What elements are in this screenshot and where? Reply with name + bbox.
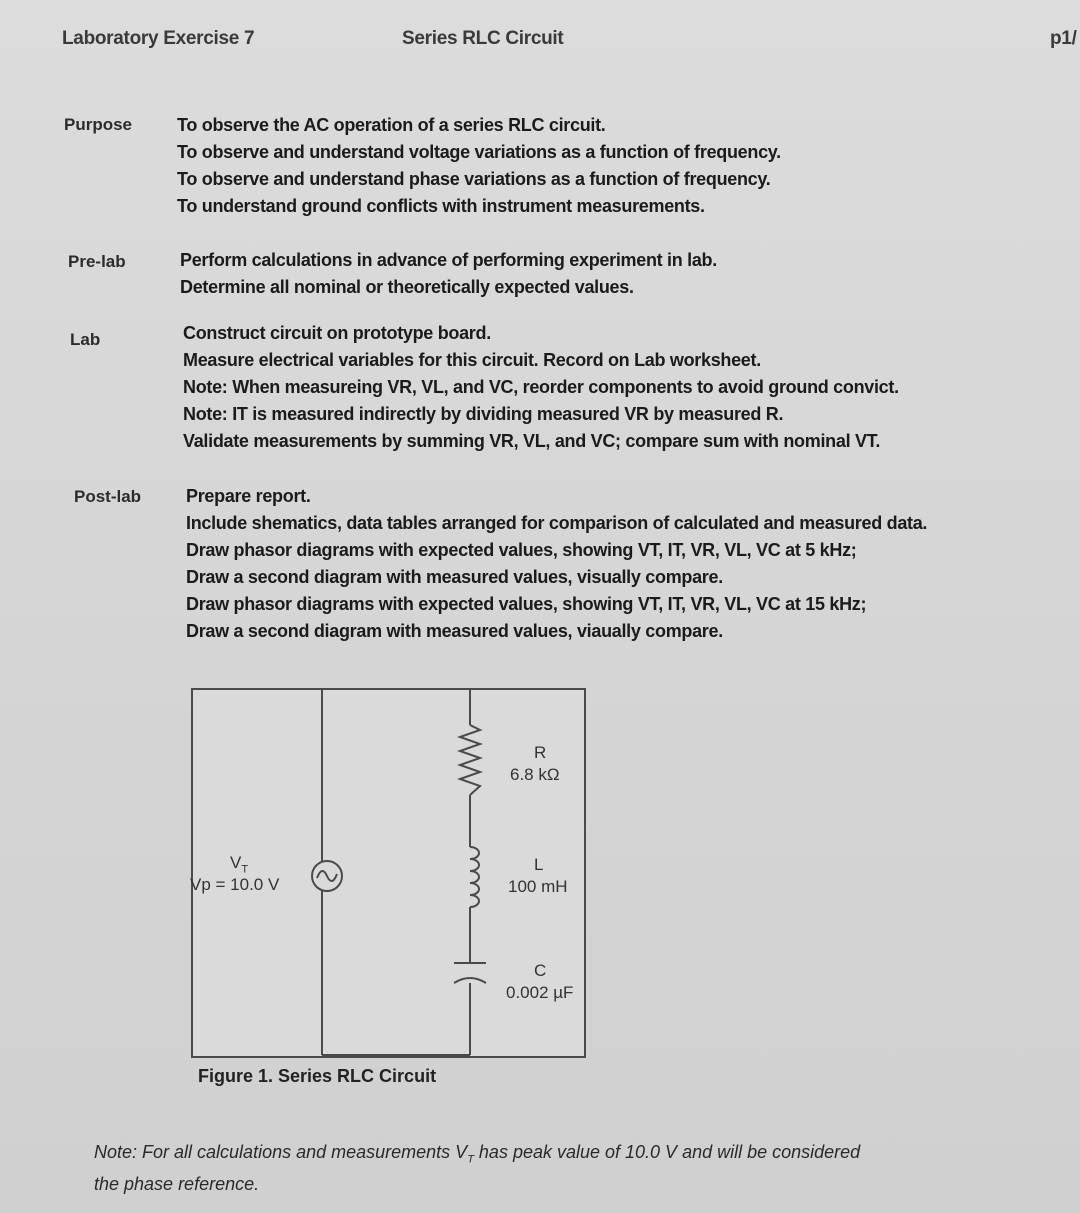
prelab-lines	[180, 247, 717, 301]
postlab-lines	[186, 483, 927, 645]
postlab-line: Prepare report.	[186, 486, 311, 506]
postlab-line: Draw a second diagram with measured values, viaually compare.	[186, 621, 723, 641]
resistor-value: 6.8 kΩ	[510, 765, 560, 784]
note-text-b: has peak value of 10.0 V and will be considered	[473, 1142, 861, 1162]
lab-label: Lab	[70, 330, 101, 349]
note-text-a: Note: For all calculations and measurements V	[94, 1142, 468, 1162]
postlab-line: Draw phasor diagrams with expected values, showing VT, IT, VR, VL, VC at 15 kHz;	[186, 594, 867, 614]
prelab-label: Pre-lab	[68, 252, 126, 271]
capacitor-value: 0.002 µF	[506, 983, 574, 1002]
note-line-2: the phase reference.	[94, 1173, 260, 1194]
purpose-line: To understand ground conflicts with instrument measurements.	[177, 196, 705, 216]
note-line-1	[94, 1140, 994, 1172]
prelab-line: Determine all nominal or theoretically expected values.	[180, 277, 634, 297]
lab-line: Measure electrical variables for this circuit. Record on Lab worksheet.	[183, 350, 761, 370]
inductor-name: L	[534, 855, 544, 874]
purpose-line: To observe the AC operation of a series RLC circuit.	[177, 115, 606, 135]
postlab-label: Post-lab	[74, 487, 142, 506]
postlab-line: Draw a second diagram with measured values, visually compare.	[186, 567, 723, 587]
capacitor-name: C	[534, 961, 547, 980]
source-value: Vp = 10.0 V	[190, 875, 280, 894]
postlab-line: Draw phasor diagrams with expected values, showing VT, IT, VR, VL, VC at 5 kHz;	[186, 540, 857, 560]
source-name-sub: T	[241, 863, 249, 876]
header-page: p1/	[1050, 28, 1077, 49]
lab-lines	[183, 320, 899, 455]
prelab-line: Perform calculations in advance of performing experiment in lab.	[180, 250, 717, 270]
purpose-label: Purpose	[64, 115, 133, 134]
figure-caption: Figure 1. Series RLC Circuit	[198, 1066, 437, 1086]
purpose-line: To observe and understand voltage variations as a function of frequency.	[177, 142, 781, 162]
circuit-diagram	[184, 685, 594, 1065]
note-sub: T	[467, 1153, 474, 1166]
lab-line: Validate measurements by summing VR, VL, and VC; compare sum with nominal VT.	[183, 431, 881, 451]
header-title: Laboratory Exercise 7	[62, 28, 255, 49]
footnote	[94, 1140, 994, 1196]
postlab-line: Include shematics, data tables arranged for comparison of calculated and measured data.	[186, 513, 928, 533]
lab-line: Note: IT is measured indirectly by dividing measured VR by measured R.	[183, 404, 784, 424]
ac-source-icon	[312, 861, 342, 891]
lab-line: Construct circuit on prototype board.	[183, 323, 491, 343]
source-name	[230, 853, 248, 875]
lab-line: Note: When measureing VR, VL, and VC, reorder components to avoid ground convict.	[183, 377, 899, 397]
purpose-lines	[177, 112, 781, 220]
header-subject: Series RLC Circuit	[402, 28, 564, 49]
source-name-main: V	[230, 853, 242, 872]
inductor-value: 100 mH	[508, 877, 568, 896]
purpose-line: To observe and understand phase variations as a function of frequency.	[177, 169, 771, 189]
resistor-name: R	[534, 743, 547, 762]
